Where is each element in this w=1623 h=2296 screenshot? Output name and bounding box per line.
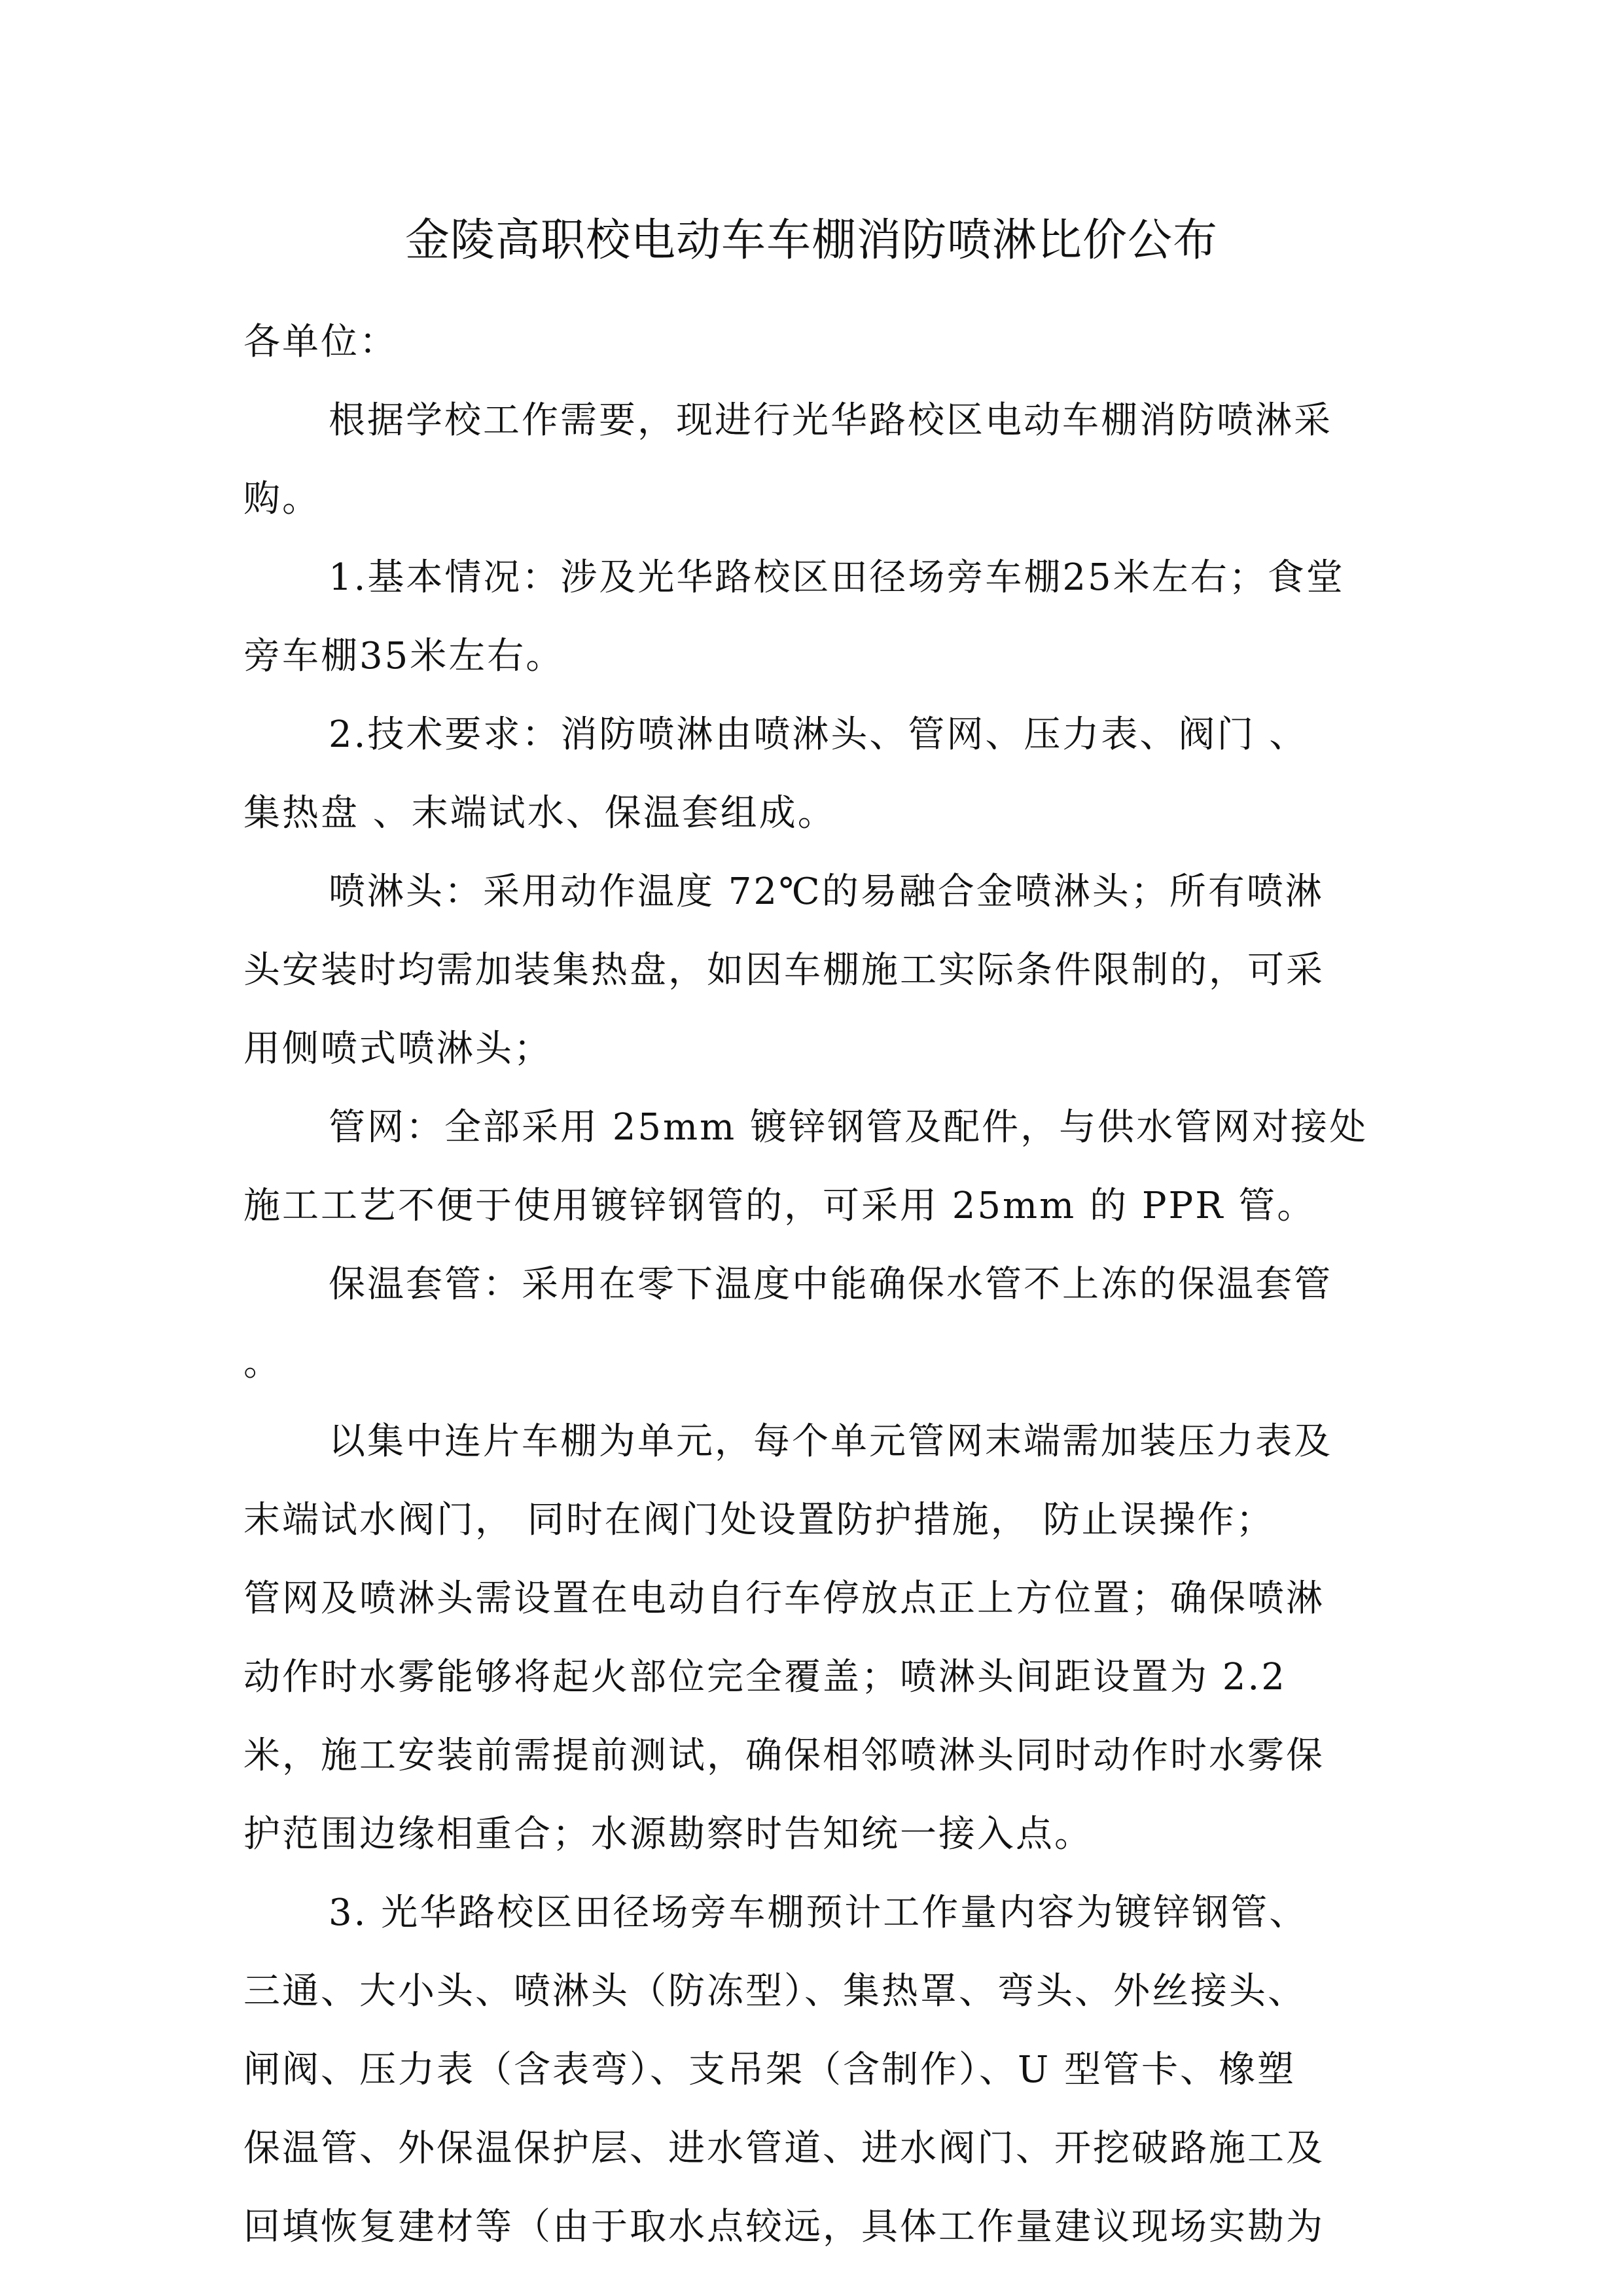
paragraph-line: 末端试水阀门， 同时在阀门处设置防护措施， 防止误操作； bbox=[243, 1499, 1275, 1541]
paragraph-line: 三通、大小头、喷淋头（防冻型）、集热罩、弯头、外丝接头、 bbox=[243, 1970, 1306, 2013]
paragraph-line: 管网及喷淋头需设置在电动自行车停放点正上方位置；确保喷淋 bbox=[243, 1577, 1325, 1620]
paragraph-line: 根据学校工作需要，现进行光华路校区电动车棚消防喷淋采 bbox=[329, 399, 1332, 442]
paragraph-line: 闸阀、压力表（含表弯）、支吊架（含制作）、U 型管卡、橡塑 bbox=[243, 2049, 1296, 2091]
paragraph-line: 。 bbox=[243, 1342, 282, 1384]
paragraph-line: 回填恢复建材等（由于取水点较远，具体工作量建议现场实勘为 bbox=[243, 2206, 1325, 2248]
document-title: 金陵高职校电动车车棚消防喷淋比价公布 bbox=[404, 215, 1218, 266]
paragraph-line: 购。 bbox=[243, 478, 321, 520]
paragraph-line: 旁车棚35米左右。 bbox=[243, 635, 565, 677]
paragraph-line: 1.基本情况：涉及光华路校区田径场旁车棚25米左右；食堂 bbox=[329, 556, 1345, 599]
paragraph-line: 保温套管：采用在零下温度中能确保水管不上冻的保温套管 bbox=[329, 1263, 1332, 1306]
paragraph-line: 2.技术要求：消防喷淋由喷淋头、管网、压力表、阀门 、 bbox=[329, 713, 1308, 756]
paragraph-line: 管网：全部采用 25mm 镀锌钢管及配件，与供水管网对接处 bbox=[329, 1106, 1368, 1149]
paragraph-line: 3. 光华路校区田径场旁车棚预计工作量内容为镀锌钢管、 bbox=[329, 1892, 1308, 1934]
salutation: 各单位： bbox=[243, 321, 398, 363]
paragraph-line: 米，施工安装前需提前测试，确保相邻喷淋头同时动作时水雾保 bbox=[243, 1734, 1325, 1777]
paragraph-line: 用侧喷式喷淋头； bbox=[243, 1028, 552, 1070]
paragraph-line: 头安装时均需加装集热盘，如因车棚施工实际条件限制的，可采 bbox=[243, 949, 1325, 992]
paragraph-line: 施工工艺不便于使用镀锌钢管的，可采用 25mm 的 PPR 管。 bbox=[243, 1185, 1316, 1227]
paragraph-line: 集热盘 、末端试水、保温套组成。 bbox=[243, 792, 836, 834]
paragraph-line: 以集中连片车棚为单元，每个单元管网末端需加装压力表及 bbox=[329, 1420, 1332, 1463]
paragraph-line: 保温管、外保温保护层、进水管道、进水阀门、开挖破路施工及 bbox=[243, 2127, 1325, 2170]
paragraph-line: 喷淋头：采用动作温度 72℃的易融合金喷淋头；所有喷淋 bbox=[329, 870, 1324, 913]
paragraph-line: 动作时水雾能够将起火部位完全覆盖；喷淋头间距设置为 2.2 bbox=[243, 1656, 1287, 1698]
paragraph-line: 护范围边缘相重合；水源勘察时告知统一接入点。 bbox=[243, 1813, 1093, 1856]
